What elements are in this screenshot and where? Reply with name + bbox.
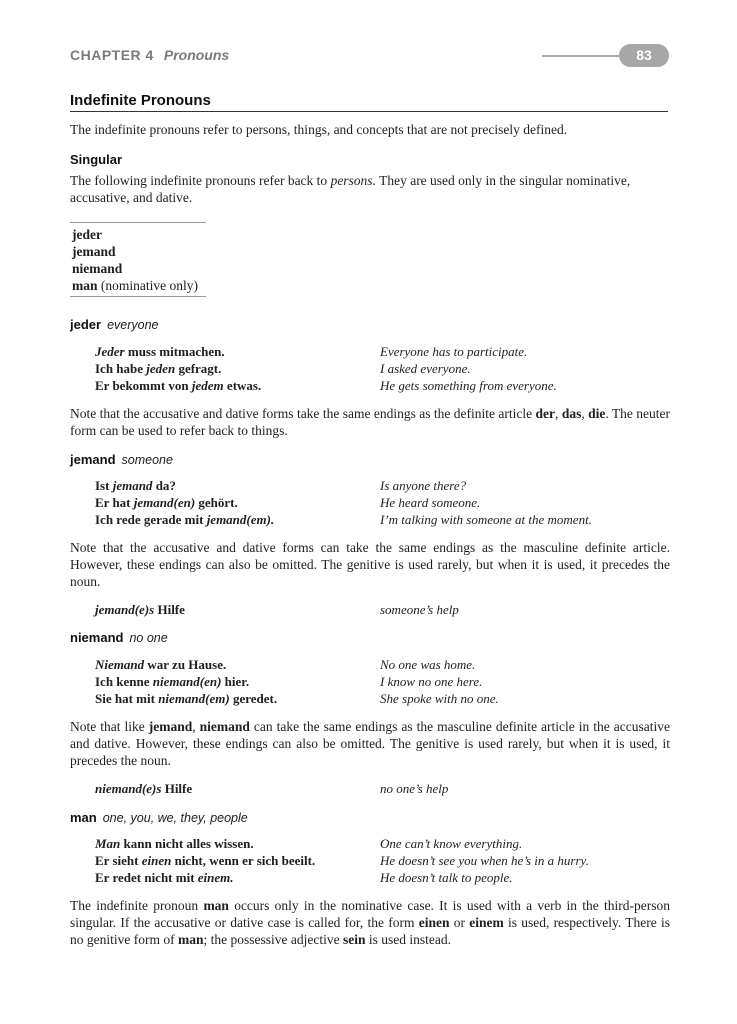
example-german: Jeder muss mitmachen.	[95, 344, 225, 359]
example-english: One can’t know everything.	[380, 836, 523, 851]
example-english: No one was home.	[380, 657, 476, 672]
pronoun-box-bottom-rule	[70, 296, 206, 297]
example-german: Ist jemand da?	[95, 478, 176, 493]
entry-head-jemand: jemand someone	[70, 452, 173, 467]
example-english: He heard someone.	[380, 495, 481, 510]
section-title-rule	[70, 111, 668, 112]
example-german: Ich habe jeden gefragt.	[95, 361, 222, 376]
example-german: Er bekommt von jedem etwas.	[95, 378, 262, 393]
example-german: Ich kenne niemand(en) hier.	[95, 674, 250, 689]
intro-paragraph: The indefinite pronouns refer to persons, things, and concepts that are not precisely defined.	[70, 122, 568, 137]
niemand-note: Note that like jemand, niemand can take the same endings as the masculine definite article in the accusative and dative. However, these endings can also be omitted. The genitive is used rarely, but when it is used, it precedes the noun.	[70, 719, 670, 768]
man-note: The indefinite pronoun man occurs only in the nominative case. It is used with a verb in the third-person singular. If the accusative or dative case is called for, the form einen or einem is used, respectively. There is no genitive form of man; the possessive adjective sein is used instead.	[70, 898, 671, 947]
pronoun-item: man (nominative only)	[72, 278, 198, 293]
genitive-example-german: jemand(e)s Hilfe	[95, 602, 185, 617]
pronoun-box-top-rule	[70, 222, 206, 223]
example-german: Sie hat mit niemand(em) geredet.	[95, 691, 278, 706]
example-english: I’m talking with someone at the moment.	[380, 512, 592, 527]
example-english: Is anyone there?	[380, 478, 467, 493]
example-english: I asked everyone.	[380, 361, 471, 376]
example-german: Man kann nicht alles wissen.	[95, 836, 254, 851]
example-english: I know no one here.	[380, 674, 483, 689]
genitive-example-english: someone’s help	[380, 602, 459, 617]
pronoun-box	[72, 226, 198, 294]
example-german: Er hat jemand(en) gehört.	[95, 495, 238, 510]
pronoun-item: jemand	[72, 244, 116, 259]
example-english: He doesn’t talk to people.	[380, 870, 513, 885]
singular-paragraph: The following indefinite pronouns refer back to persons. They are used only in the singular nominative, accusative, and dative.	[70, 173, 631, 205]
example-german: Er sieht einen nicht, wenn er sich beeilt.	[95, 853, 316, 868]
entry-head-niemand: niemand no one	[70, 630, 168, 645]
example-english: He gets something from everyone.	[380, 378, 557, 393]
example-english: Everyone has to participate.	[380, 344, 528, 359]
genitive-example-german: niemand(e)s Hilfe	[95, 781, 193, 796]
page-number-badge: 83	[619, 44, 669, 67]
example-english: He doesn’t see you when he’s in a hurry.	[380, 853, 589, 868]
genitive-example-english: no one’s help	[380, 781, 449, 796]
entry-head-jeder: jeder everyone	[70, 317, 159, 332]
pronoun-item: niemand	[72, 261, 123, 276]
example-german: Ich rede gerade mit jemand(em).	[95, 512, 275, 527]
chapter-number: CHAPTER 4	[70, 47, 154, 63]
example-english: She spoke with no one.	[380, 691, 499, 706]
pronoun-item: jeder	[72, 227, 102, 242]
chapter-title: Pronouns	[163, 47, 230, 63]
entry-head-man: man one, you, we, they, people	[70, 810, 248, 825]
example-german: Er redet nicht mit einem.	[95, 870, 234, 885]
jemand-note: Note that the accusative and dative forms can take the same endings as the masculine definite article. However, these endings can also be omitted. The genitive is used rarely, but when it is used, it precedes the noun.	[70, 540, 670, 589]
example-german: Niemand war zu Hause.	[95, 657, 227, 672]
section-title: Indefinite Pronouns	[70, 92, 211, 109]
jeder-note: Note that the accusative and dative forms take the same endings as the definite article der, das, die. The neuter form can be used to refer back to things.	[70, 406, 671, 438]
chapter-label	[70, 47, 229, 63]
singular-heading: Singular	[70, 152, 123, 167]
